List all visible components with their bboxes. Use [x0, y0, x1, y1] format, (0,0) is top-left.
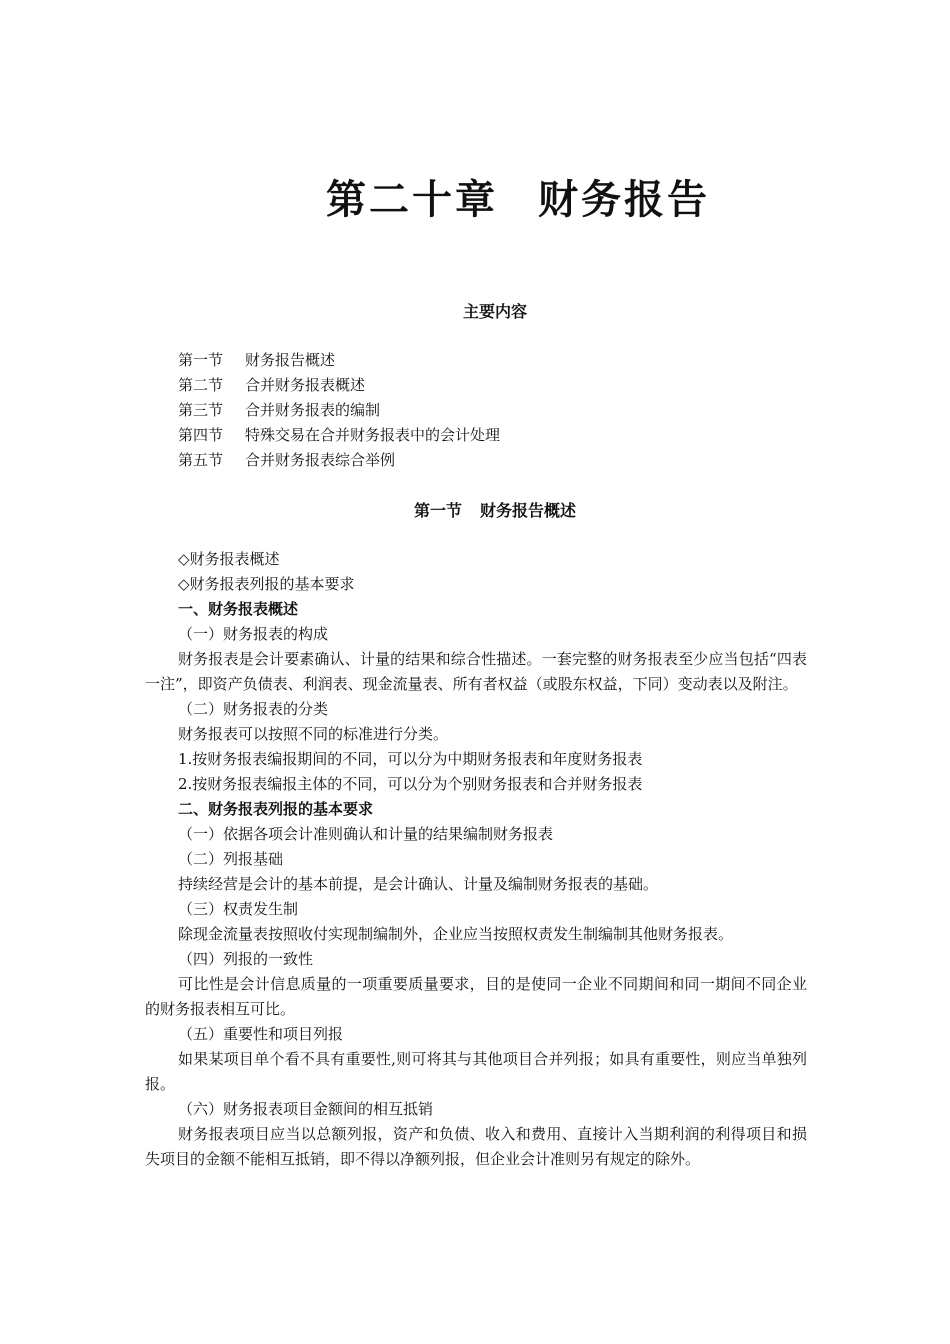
subheading: （四）列报的一致性 [178, 950, 314, 968]
paragraph: 持续经营是会计的基本前提，是会计确认、计量及编制财务报表的基础。 [178, 875, 659, 893]
toc-item: 第四节 特殊交易在合并财务报表中的会计处理 [178, 426, 501, 444]
paragraph: 财务报表可以按照不同的标准进行分类。 [178, 725, 449, 743]
table-of-contents [145, 348, 807, 473]
toc-item: 第五节 合并财务报表综合举例 [178, 451, 396, 469]
subheading: （一）依据各项会计准则确认和计量的结果编制财务报表 [178, 825, 554, 843]
paragraph: 可比性是会计信息质量的一项重要质量要求，目的是使同一企业不同期间和同一期间不同企业的财务报表相互可比。 [145, 975, 807, 1018]
chapter-number: 第二十章 [326, 177, 498, 223]
paragraph: 财务报表项目应当以总额列报，资产和负债、收入和费用、直接计入当期利润的利得项目和损失项目的金额不能相互抵销，即不得以净额列报，但企业会计准则另有规定的除外。 [145, 1125, 807, 1168]
paragraph: 如果某项目单个看不具有重要性,则可将其与其他项目合并列报；如具有重要性，则应当单独列报。 [145, 1050, 807, 1093]
subheading: （一）财务报表的构成 [178, 625, 329, 643]
bullet-item: ◇财务报表列报的基本要求 [178, 575, 355, 593]
part-title: 一、财务报表概述 [178, 600, 299, 618]
contents-heading: 主要内容 [462, 302, 527, 321]
paragraph: 除现金流量表按照收付实现制编制外，企业应当按照权责发生制编制其他财务报表。 [178, 925, 734, 943]
paragraph: 财务报表是会计要素确认、计量的结果和综合性描述。一套完整的财务报表至少应当包括“四表一注”，即资产负债表、利润表、现金流量表、所有者权益（或股东权益，下同）变动表以及附注。 [145, 650, 807, 693]
list-item: 1.按财务报表编报期间的不同，可以分为中期财务报表和年度财务报表 [178, 750, 643, 768]
chapter-title [0, 172, 950, 228]
toc-item: 第二节 合并财务报表概述 [178, 376, 366, 394]
chapter-name: 财务报告 [538, 177, 710, 223]
subheading: （二）列报基础 [178, 850, 284, 868]
subheading: （五）重要性和项目列报 [178, 1025, 344, 1043]
toc-item: 第三节 合并财务报表的编制 [178, 401, 381, 419]
section-body [145, 547, 807, 1172]
subheading: （六）财务报表项目金额间的相互抵销 [178, 1100, 434, 1118]
part-title: 二、财务报表列报的基本要求 [178, 800, 374, 818]
list-item: 2.按财务报表编报主体的不同，可以分为个别财务报表和合并财务报表 [178, 775, 643, 793]
subheading: （二）财务报表的分类 [178, 700, 329, 718]
toc-item: 第一节 财务报告概述 [178, 351, 336, 369]
subheading: （三）权责发生制 [178, 900, 299, 918]
section-heading: 第一节 财务报告概述 [413, 501, 577, 520]
bullet-item: ◇财务报表概述 [178, 550, 280, 568]
